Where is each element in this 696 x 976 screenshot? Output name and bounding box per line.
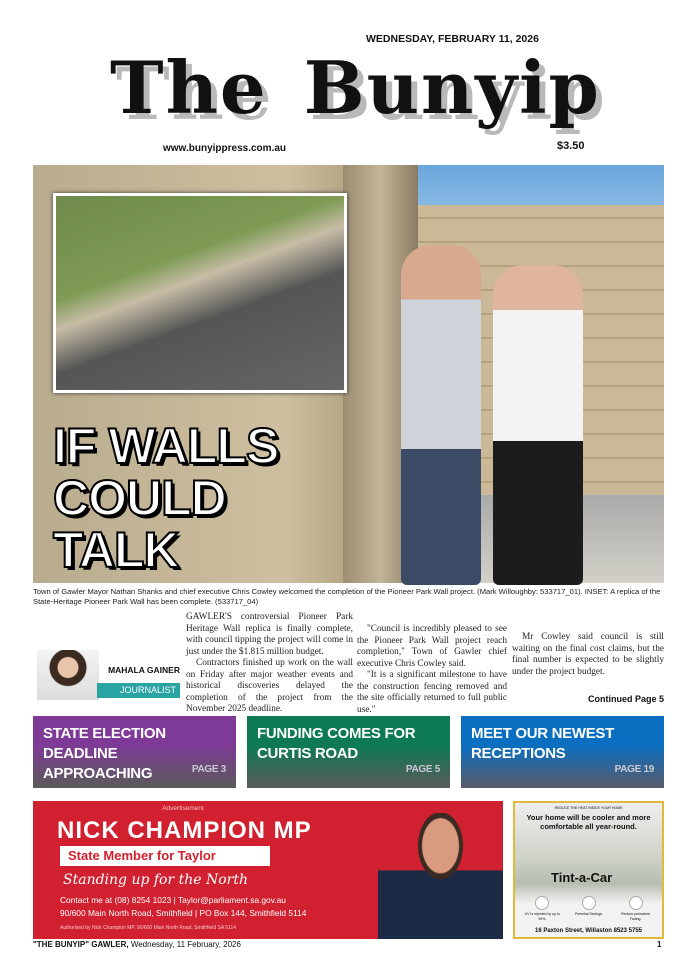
feature-text: Reduce premature Fading. bbox=[621, 912, 651, 921]
teaser-page: PAGE 19 bbox=[614, 764, 654, 775]
fade-icon bbox=[629, 896, 643, 910]
author-role: JOURNALIST bbox=[97, 683, 180, 698]
price: $3.50 bbox=[557, 140, 585, 152]
advertisement-tint-a-car[interactable] bbox=[513, 801, 664, 939]
teaser-title: MEET OUR NEWEST RECEPTIONS bbox=[471, 725, 615, 762]
feature bbox=[617, 896, 655, 921]
page-number: 1 bbox=[657, 940, 662, 949]
footer-paper: "THE BUNYIP" GAWLER, bbox=[33, 940, 129, 949]
person-ceo bbox=[493, 265, 583, 585]
footer-date: Wednesday, 11 February, 2026 bbox=[128, 940, 241, 949]
ad-authorised: Authorised by Nick Champion MP, 90/600 Main North Road, Smithfield SA 5114 bbox=[60, 925, 237, 931]
ad-contact bbox=[60, 894, 306, 920]
feature bbox=[570, 896, 608, 921]
page-footer bbox=[33, 940, 241, 949]
tint-ad-logo: Tint-a-Car bbox=[551, 870, 613, 885]
teaser-title: FUNDING COMES FOR CURTIS ROAD bbox=[257, 725, 416, 762]
person-mayor bbox=[401, 245, 481, 585]
ad-contact-line: 90/600 Main North Road, Smithfield | PO Box 144, Smithfield 5114 bbox=[60, 908, 307, 918]
feature-text: UV is rejected by up to 99%. bbox=[524, 912, 560, 921]
paragraph: GAWLER'S controversial Pioneer Park Heritage Wall replica is finally complete, with council tipping the project will come in just under the $1.815 million budget. bbox=[186, 612, 353, 657]
issue-date: WEDNESDAY, FEBRUARY 11, 2026 bbox=[366, 33, 539, 45]
ad-name: NICK CHAMPION MP bbox=[57, 817, 312, 844]
continued-link[interactable]: Continued Page 5 bbox=[587, 694, 664, 704]
savings-icon bbox=[582, 896, 596, 910]
tint-ad-headline: Your home will be cooler and more comfortable all year-round. bbox=[526, 813, 651, 831]
paragraph: "It is a significant milestone to have the construction fencing removed and the site officially returned to full public use." bbox=[357, 670, 507, 715]
teaser-state-election[interactable] bbox=[33, 716, 236, 788]
tint-ad-address: 16 Paxton Street, Willaston 8523 5755 bbox=[535, 928, 642, 934]
inset-photo bbox=[53, 193, 347, 393]
article-column-1 bbox=[186, 612, 353, 714]
uv-icon bbox=[535, 896, 549, 910]
teaser-page: PAGE 3 bbox=[191, 764, 226, 775]
ad-subtitle: State Member for Taylor bbox=[60, 846, 270, 866]
tint-ad-top: REDUCE THE HEAT INSIDE YOUR HOME bbox=[554, 806, 623, 810]
tint-ad-features bbox=[519, 896, 659, 921]
headline-line: COULD bbox=[53, 470, 226, 526]
ad-label: Advertisement bbox=[162, 805, 204, 812]
article-column-3 bbox=[512, 612, 664, 678]
photo-caption: Town of Gawler Mayor Nathan Shanks and chief executive Chris Cowley welcomed the completion of the Pioneer Park Wall project. (Mark Willoughby: 533717_01). INSET: A replica of the State-Heritage Pioneer Park Wall has been complete. (533717_04) bbox=[33, 587, 661, 606]
teaser-curtis-road[interactable] bbox=[247, 716, 450, 788]
teaser-title: STATE ELECTION DEADLINE APPROACHING bbox=[43, 725, 166, 782]
author-byline bbox=[37, 650, 180, 700]
feature bbox=[523, 896, 561, 921]
ad-tagline: Standing up for the North bbox=[63, 872, 249, 888]
article-column-2 bbox=[357, 612, 507, 715]
lead-photo bbox=[33, 165, 664, 583]
feature-text: Potential Savings. bbox=[574, 912, 603, 916]
lead-headline bbox=[53, 420, 278, 576]
teaser-page: PAGE 5 bbox=[405, 764, 440, 775]
masthead-word: Bunyip bbox=[303, 45, 601, 130]
author-photo bbox=[37, 650, 99, 700]
author-name: MAHALA GAINER bbox=[108, 665, 180, 675]
headline-line: IF WALLS bbox=[53, 418, 279, 474]
teaser-receptions[interactable] bbox=[461, 716, 664, 788]
advertisement-nick-champion[interactable] bbox=[33, 801, 503, 939]
paragraph: Contractors finished up work on the wall on Friday after major weather events and historical discoveries delayed the completion of the project from the November 2025 deadline. bbox=[186, 658, 353, 714]
paragraph: "Council is incredibly pleased to see the Pioneer Park Wall project reach completion," Town of Gawler chief executive Chris Cowley said. bbox=[357, 624, 507, 669]
website-link[interactable]: www.bunyippress.com.au bbox=[163, 143, 286, 154]
masthead-word: The bbox=[110, 45, 268, 130]
paragraph: Mr Cowley said council is still waiting on the final cost claims, but the final number is expected to be slightly under the project budget. bbox=[512, 632, 664, 677]
ad-portrait bbox=[378, 813, 503, 939]
headline-line: TALK bbox=[53, 522, 179, 578]
ad-contact-line: Contact me at (08) 8254 1023 | Taylor@parliament.sa.gov.au bbox=[60, 895, 286, 905]
masthead-logo bbox=[110, 45, 601, 130]
